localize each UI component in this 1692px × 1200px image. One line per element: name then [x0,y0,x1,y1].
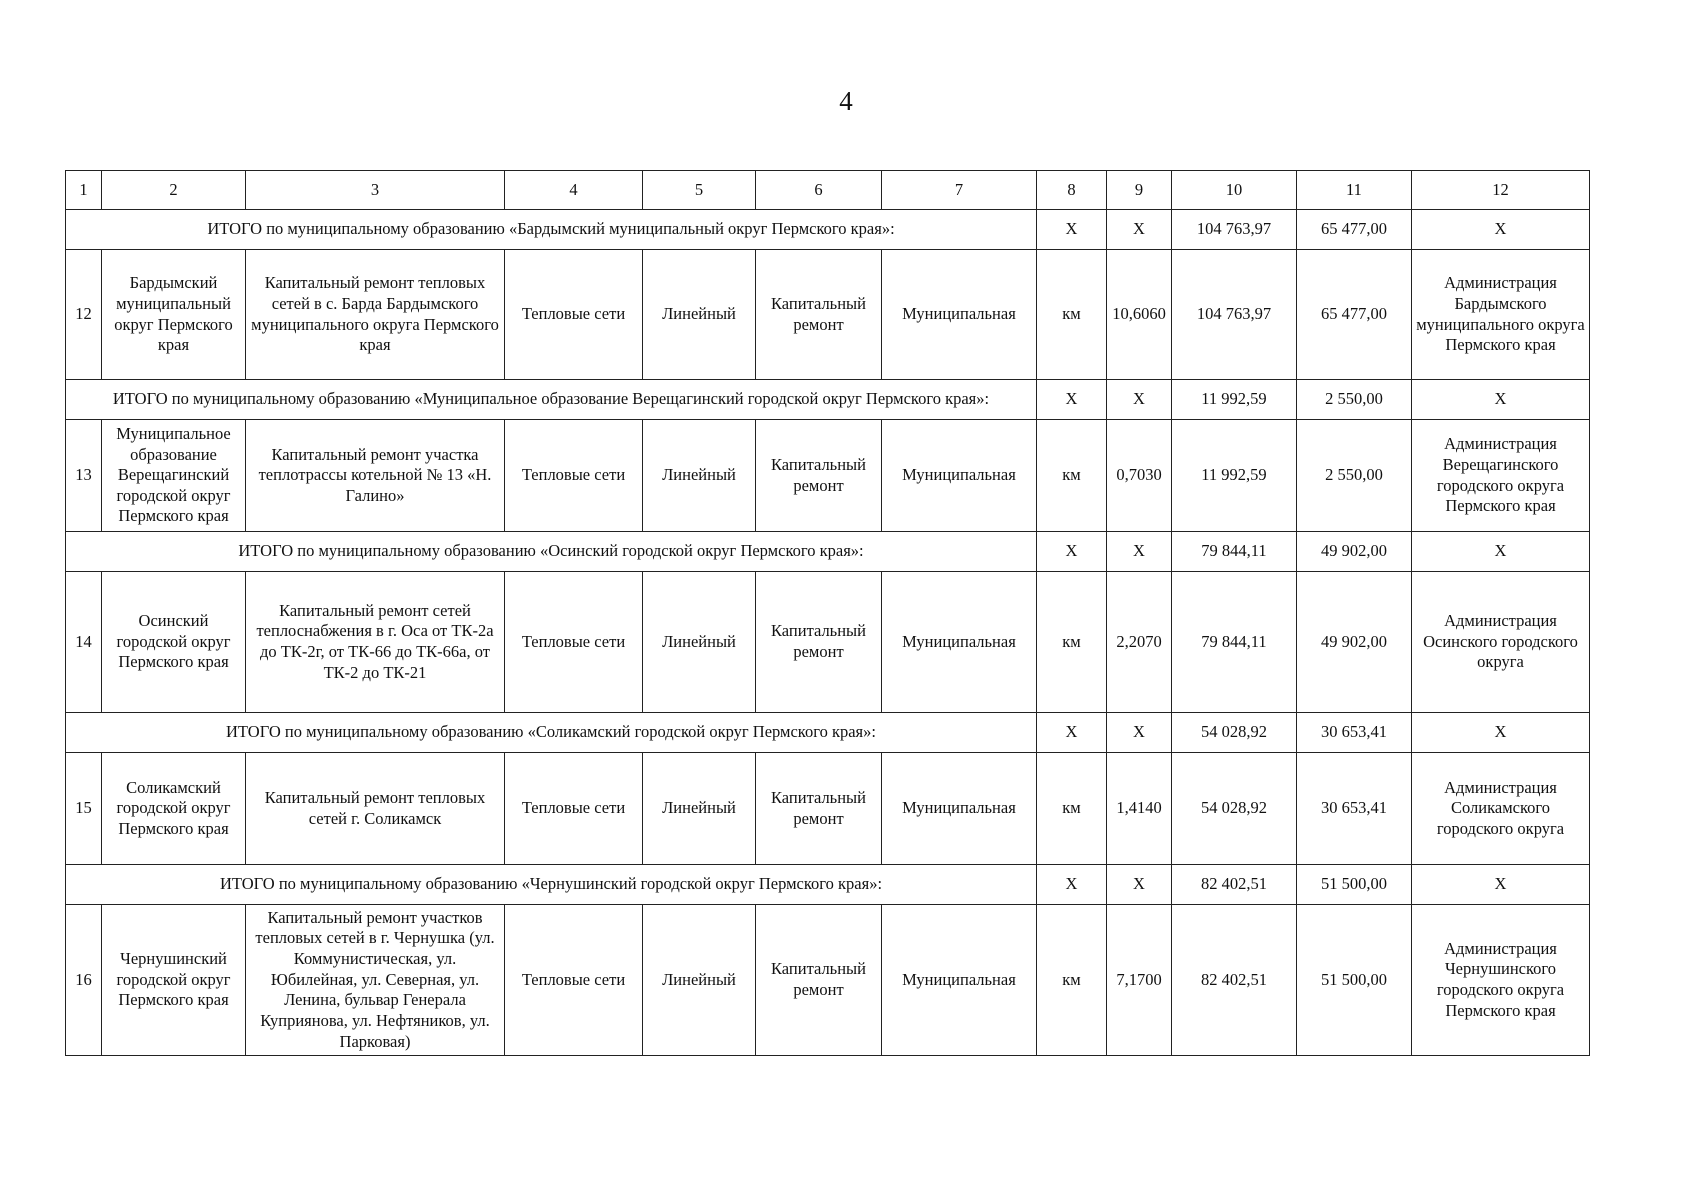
subtotal-col9: Х [1107,713,1172,753]
ownership-cell: Муниципальная [882,250,1037,380]
subtotal-cost-subsidy: 2 550,00 [1297,380,1412,420]
subtotal-cost-subsidy: 65 477,00 [1297,210,1412,250]
subtotal-col8: Х [1037,532,1107,572]
row-number: 15 [66,753,102,865]
customer-cell: Администрация Соликамского городского округа [1412,753,1590,865]
subtotal-label: ИТОГО по муниципальному образованию «Соликамский городской округ Пермского края»: [66,713,1037,753]
type-cell: Линейный [643,572,756,713]
cost-subsidy-cell: 2 550,00 [1297,420,1412,532]
object-cell: Капитальный ремонт сетей теплоснабжения в г. Оса от ТК-2а до ТК-2г, от ТК-66 до ТК-66а, от ТК-2 до ТК-21 [246,572,505,713]
network-cell: Тепловые сети [505,753,643,865]
table-row [66,420,1590,532]
type-cell: Линейный [643,753,756,865]
cost-total-cell: 79 844,11 [1172,572,1297,713]
row-number: 13 [66,420,102,532]
row-number: 16 [66,905,102,1056]
cost-total-cell: 82 402,51 [1172,905,1297,1056]
network-cell: Тепловые сети [505,420,643,532]
network-cell: Тепловые сети [505,250,643,380]
ownership-cell: Муниципальная [882,905,1037,1056]
cost-subsidy-cell: 65 477,00 [1297,250,1412,380]
subtotal-col8: Х [1037,210,1107,250]
network-cell: Тепловые сети [505,572,643,713]
ownership-cell: Муниципальная [882,753,1037,865]
municipality-cell: Бардымский муниципальный округ Пермского края [102,250,246,380]
column-number: 6 [756,171,882,210]
cost-total-cell: 11 992,59 [1172,420,1297,532]
subtotal-col9: Х [1107,380,1172,420]
subtotal-cost-total: 11 992,59 [1172,380,1297,420]
subtotal-label: ИТОГО по муниципальному образованию «Муниципальное образование Верещагинский городской округ Пермского края»: [66,380,1037,420]
length-cell: 2,2070 [1107,572,1172,713]
customer-cell: Администрация Чернушинского городского округа Пермского края [1412,905,1590,1056]
municipality-cell: Чернушинский городской округ Пермского края [102,905,246,1056]
projects-table [65,170,1590,1056]
network-cell: Тепловые сети [505,905,643,1056]
subtotal-col12: Х [1412,380,1590,420]
municipality-cell: Муниципальное образование Верещагинский городской округ Пермского края [102,420,246,532]
customer-cell: Администрация Осинского городского округа [1412,572,1590,713]
unit-cell: км [1037,572,1107,713]
subtotal-col12: Х [1412,865,1590,905]
type-cell: Линейный [643,250,756,380]
subtotal-row [66,380,1590,420]
table-row [66,753,1590,865]
subtotal-row [66,210,1590,250]
unit-cell: км [1037,753,1107,865]
column-number: 10 [1172,171,1297,210]
subtotal-col12: Х [1412,210,1590,250]
column-number: 3 [246,171,505,210]
column-number: 4 [505,171,643,210]
table-row [66,905,1590,1056]
cost-subsidy-cell: 49 902,00 [1297,572,1412,713]
work-cell: Капитальный ремонт [756,753,882,865]
table-row [66,572,1590,713]
cost-subsidy-cell: 51 500,00 [1297,905,1412,1056]
row-number: 14 [66,572,102,713]
subtotal-label: ИТОГО по муниципальному образованию «Чернушинский городской округ Пермского края»: [66,865,1037,905]
object-cell: Капитальный ремонт участка теплотрассы котельной № 13 «Н. Галино» [246,420,505,532]
cost-total-cell: 104 763,97 [1172,250,1297,380]
subtotal-col9: Х [1107,865,1172,905]
subtotal-col8: Х [1037,380,1107,420]
object-cell: Капитальный ремонт участков тепловых сетей в г. Чернушка (ул. Коммунистическая, ул. Юбилейная, ул. Северная, ул. Ленина, бульвар Генерала Куприянова, ул. Нефтяников, ул. Парковая) [246,905,505,1056]
subtotal-cost-subsidy: 49 902,00 [1297,532,1412,572]
cost-subsidy-cell: 30 653,41 [1297,753,1412,865]
subtotal-label: ИТОГО по муниципальному образованию «Бардымский муниципальный округ Пермского края»: [66,210,1037,250]
subtotal-row [66,865,1590,905]
row-number: 12 [66,250,102,380]
type-cell: Линейный [643,420,756,532]
subtotal-row [66,532,1590,572]
column-number: 5 [643,171,756,210]
subtotal-cost-total: 82 402,51 [1172,865,1297,905]
customer-cell: Администрация Верещагинского городского округа Пермского края [1412,420,1590,532]
subtotal-cost-total: 104 763,97 [1172,210,1297,250]
subtotal-cost-total: 79 844,11 [1172,532,1297,572]
length-cell: 10,6060 [1107,250,1172,380]
column-number: 8 [1037,171,1107,210]
column-number: 9 [1107,171,1172,210]
table-row [66,250,1590,380]
type-cell: Линейный [643,905,756,1056]
subtotal-label: ИТОГО по муниципальному образованию «Осинский городской округ Пермского края»: [66,532,1037,572]
subtotal-row [66,713,1590,753]
length-cell: 0,7030 [1107,420,1172,532]
work-cell: Капитальный ремонт [756,420,882,532]
work-cell: Капитальный ремонт [756,572,882,713]
cost-total-cell: 54 028,92 [1172,753,1297,865]
column-number: 2 [102,171,246,210]
column-number: 7 [882,171,1037,210]
unit-cell: км [1037,250,1107,380]
ownership-cell: Муниципальная [882,420,1037,532]
subtotal-col8: Х [1037,865,1107,905]
column-number: 1 [66,171,102,210]
subtotal-col12: Х [1412,532,1590,572]
unit-cell: км [1037,420,1107,532]
subtotal-col12: Х [1412,713,1590,753]
municipality-cell: Осинский городской округ Пермского края [102,572,246,713]
object-cell: Капитальный ремонт тепловых сетей в с. Барда Бардымского муниципального округа Пермского края [246,250,505,380]
unit-cell: км [1037,905,1107,1056]
work-cell: Капитальный ремонт [756,250,882,380]
length-cell: 1,4140 [1107,753,1172,865]
subtotal-col9: Х [1107,532,1172,572]
subtotal-cost-subsidy: 51 500,00 [1297,865,1412,905]
page-number: 4 [839,86,853,116]
municipality-cell: Соликамский городской округ Пермского края [102,753,246,865]
column-number: 11 [1297,171,1412,210]
subtotal-cost-total: 54 028,92 [1172,713,1297,753]
column-number: 12 [1412,171,1590,210]
ownership-cell: Муниципальная [882,572,1037,713]
work-cell: Капитальный ремонт [756,905,882,1056]
subtotal-cost-subsidy: 30 653,41 [1297,713,1412,753]
object-cell: Капитальный ремонт тепловых сетей г. Соликамск [246,753,505,865]
column-number-row [66,171,1590,210]
length-cell: 7,1700 [1107,905,1172,1056]
subtotal-col8: Х [1037,713,1107,753]
subtotal-col9: Х [1107,210,1172,250]
customer-cell: Администрация Бардымского муниципального округа Пермского края [1412,250,1590,380]
